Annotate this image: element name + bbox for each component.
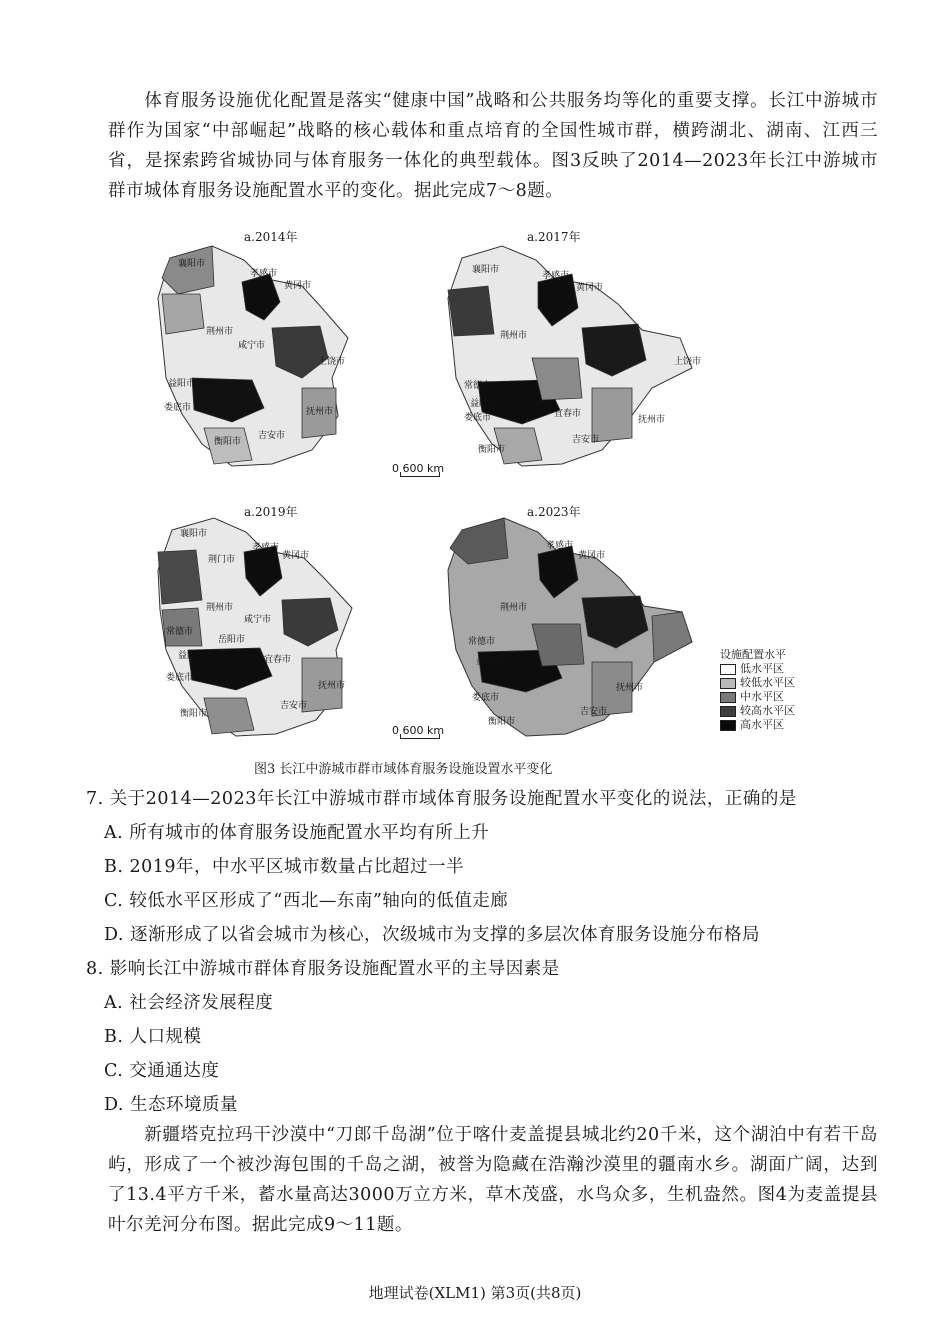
label-shangrao-2017: 上饶市	[674, 357, 702, 367]
legend-swatch	[720, 692, 736, 703]
label-jingzhou-2023: 荆州市	[500, 603, 528, 613]
figure-caption: 图3 长江中游城市群市域体育服务设施设置水平变化	[254, 762, 553, 777]
label-yiyang-2023: 益阳市	[476, 657, 504, 667]
legend-label: 较低水平区	[740, 676, 795, 689]
label-huanggang-2014: 黄冈市	[284, 281, 312, 291]
label-xiangyang-2014: 襄阳市	[178, 259, 206, 269]
label-jingzhou-2017: 荆州市	[500, 331, 528, 341]
question-7-option-a: A. 所有城市的体育服务设施配置水平均有所上升	[104, 823, 490, 843]
map-title-2014: a.2014年	[244, 230, 298, 244]
intro-paragraph	[108, 86, 878, 206]
label-xiaogan-2023: 孝感市	[546, 541, 574, 551]
label-changde-2019: 常德市	[166, 627, 194, 637]
label-loudi-2019: 娄底市	[166, 673, 194, 683]
label-fuzhou-2023: 抚州市	[616, 683, 644, 693]
legend-swatch	[720, 706, 736, 717]
label-xianning-2019: 咸宁市	[244, 615, 272, 625]
label-xiaogan-2019: 孝感市	[252, 543, 280, 553]
label-jingzhou-2019: 荆州市	[206, 603, 234, 613]
legend-label: 较高水平区	[740, 704, 795, 717]
label-loudi-2014: 娄底市	[164, 403, 192, 413]
label-loudi-2023: 娄底市	[472, 693, 500, 703]
question-8-option-a: A. 社会经济发展程度	[104, 993, 274, 1013]
legend-label: 低水平区	[740, 662, 784, 675]
scale-label-top: 0 600 km	[392, 462, 445, 475]
label-changde-2023: 常德市	[468, 637, 496, 647]
question-7-option-d: D. 逐渐形成了以省会城市为核心，次级城市为支撑的多层次体育服务设施分布格局	[104, 925, 761, 945]
label-fuzhou-2019: 抚州市	[318, 681, 346, 691]
legend	[720, 648, 795, 732]
label-yiyang-2019: 益阳市	[178, 651, 206, 661]
legend-item	[720, 662, 795, 676]
label-jingzhou-2014: 荆州市	[206, 327, 234, 337]
legend-item	[720, 718, 795, 732]
scale-bar-top	[392, 462, 444, 475]
label-fuzhou-2017: 抚州市	[638, 415, 666, 425]
label-xiangyang-2017: 襄阳市	[472, 265, 500, 275]
map-2014	[152, 238, 352, 470]
legend-label: 中水平区	[740, 690, 784, 703]
intro-paragraph-2	[108, 1120, 878, 1240]
label-huanggang-2019: 黄冈市	[282, 551, 310, 561]
legend-swatch	[720, 678, 736, 689]
label-xiangyang-2019: 襄阳市	[180, 529, 208, 539]
legend-swatch	[720, 720, 736, 731]
label-fuzhou-2014: 抚州市	[306, 407, 334, 417]
legend-item	[720, 676, 795, 690]
label-jian-2023: 吉安市	[580, 707, 608, 717]
label-hengyang-2023: 衡阳市	[488, 717, 516, 727]
map-2017	[442, 238, 712, 470]
page-footer: 地理试卷(XLM1) 第3页(共8页)	[368, 1284, 582, 1302]
map-title-2017: a.2017年	[527, 230, 581, 244]
map-title-2023: a.2023年	[527, 505, 581, 519]
legend-title: 设施配置水平	[720, 648, 786, 661]
legend-item	[720, 704, 795, 718]
label-jian-2017: 吉安市	[572, 435, 600, 445]
label-huanggang-2017: 黄冈市	[576, 283, 604, 293]
label-yueyang-2019: 岳阳市	[218, 635, 246, 645]
label-jian-2019: 吉安市	[280, 701, 308, 711]
label-yiyang-2017: 益阳市	[470, 399, 498, 409]
label-hengyang-2017: 衡阳市	[478, 445, 506, 455]
scale-bar-bottom	[392, 724, 444, 737]
label-hengyang-2019: 衡阳市	[180, 709, 208, 719]
map-2019	[152, 512, 362, 737]
label-hengyang-2014: 衡阳市	[214, 437, 242, 447]
map-2023	[442, 512, 712, 737]
question-8-option-d: D. 生态环境质量	[104, 1095, 239, 1115]
label-loudi-2017: 娄底市	[464, 413, 492, 423]
legend-swatch	[720, 664, 736, 675]
question-8-option-b: B. 人口规模	[104, 1027, 202, 1047]
label-xiaogan-2017: 孝感市	[542, 271, 570, 281]
map-title-2019: a.2019年	[244, 505, 298, 519]
question-7-option-c: C. 较低水平区形成了“西北—东南”轴向的低值走廊	[104, 891, 509, 911]
label-changde-2017: 常德市	[464, 381, 492, 391]
question-8-option-c: C. 交通通达度	[104, 1061, 220, 1081]
label-yichun-2019: 宜春市	[264, 655, 292, 665]
label-xiaogan-2014: 孝感市	[250, 269, 278, 279]
label-xianning-2014: 咸宁市	[238, 341, 266, 351]
intro-text: 体育服务设施优化配置是落实“健康中国”战略和公共服务均等化的重要支撑。长江中游城市群作为国家“中部崛起”战略的核心载体和重点培育的全国性城市群，横跨湖北、湖南、江西三省，是探索跨省城协同与体育服务一体化的典型载体。图3反映了2014—2023年长江中游城市群市城体育服务设施配置水平的变化。据此完成7～8题。	[108, 91, 878, 201]
legend-item	[720, 690, 795, 704]
scale-label-bottom: 0 600 km	[392, 724, 445, 737]
question-8-stem: 8. 影响长江中游城市群体育服务设施配置水平的主导因素是	[86, 959, 560, 979]
label-jian-2014: 吉安市	[258, 431, 286, 441]
intro2-text: 新疆塔克拉玛干沙漠中“刀郎千岛湖”位于喀什麦盖提县城北约20千米，这个湖泊中有若干岛屿，形成了一个被沙海包围的千岛之湖，被誉为隐藏在浩瀚沙漠里的疆南水乡。湖面广阔，达到了13.4平方千米，蓄水量高达3000万立方米，草木茂盛，水鸟众多，生机盎然。图4为麦盖提县叶尔羌河分布图。据此完成9～11题。	[108, 1125, 878, 1235]
question-7-stem: 7. 关于2014—2023年长江中游城市群市域体育服务设施配置水平变化的说法，正确的是	[86, 789, 797, 809]
label-jingmen-2019: 荆门市	[208, 555, 236, 565]
label-yichun-2017: 宜春市	[554, 409, 582, 419]
legend-label: 高水平区	[740, 718, 784, 731]
label-huanggang-2023: 黄冈市	[578, 551, 606, 561]
label-shangrao-2014: 上饶市	[318, 357, 346, 367]
question-7-option-b: B. 2019年，中水平区城市数量占比超过一半	[104, 857, 465, 877]
label-yiyang-2014: 益阳市	[168, 379, 196, 389]
